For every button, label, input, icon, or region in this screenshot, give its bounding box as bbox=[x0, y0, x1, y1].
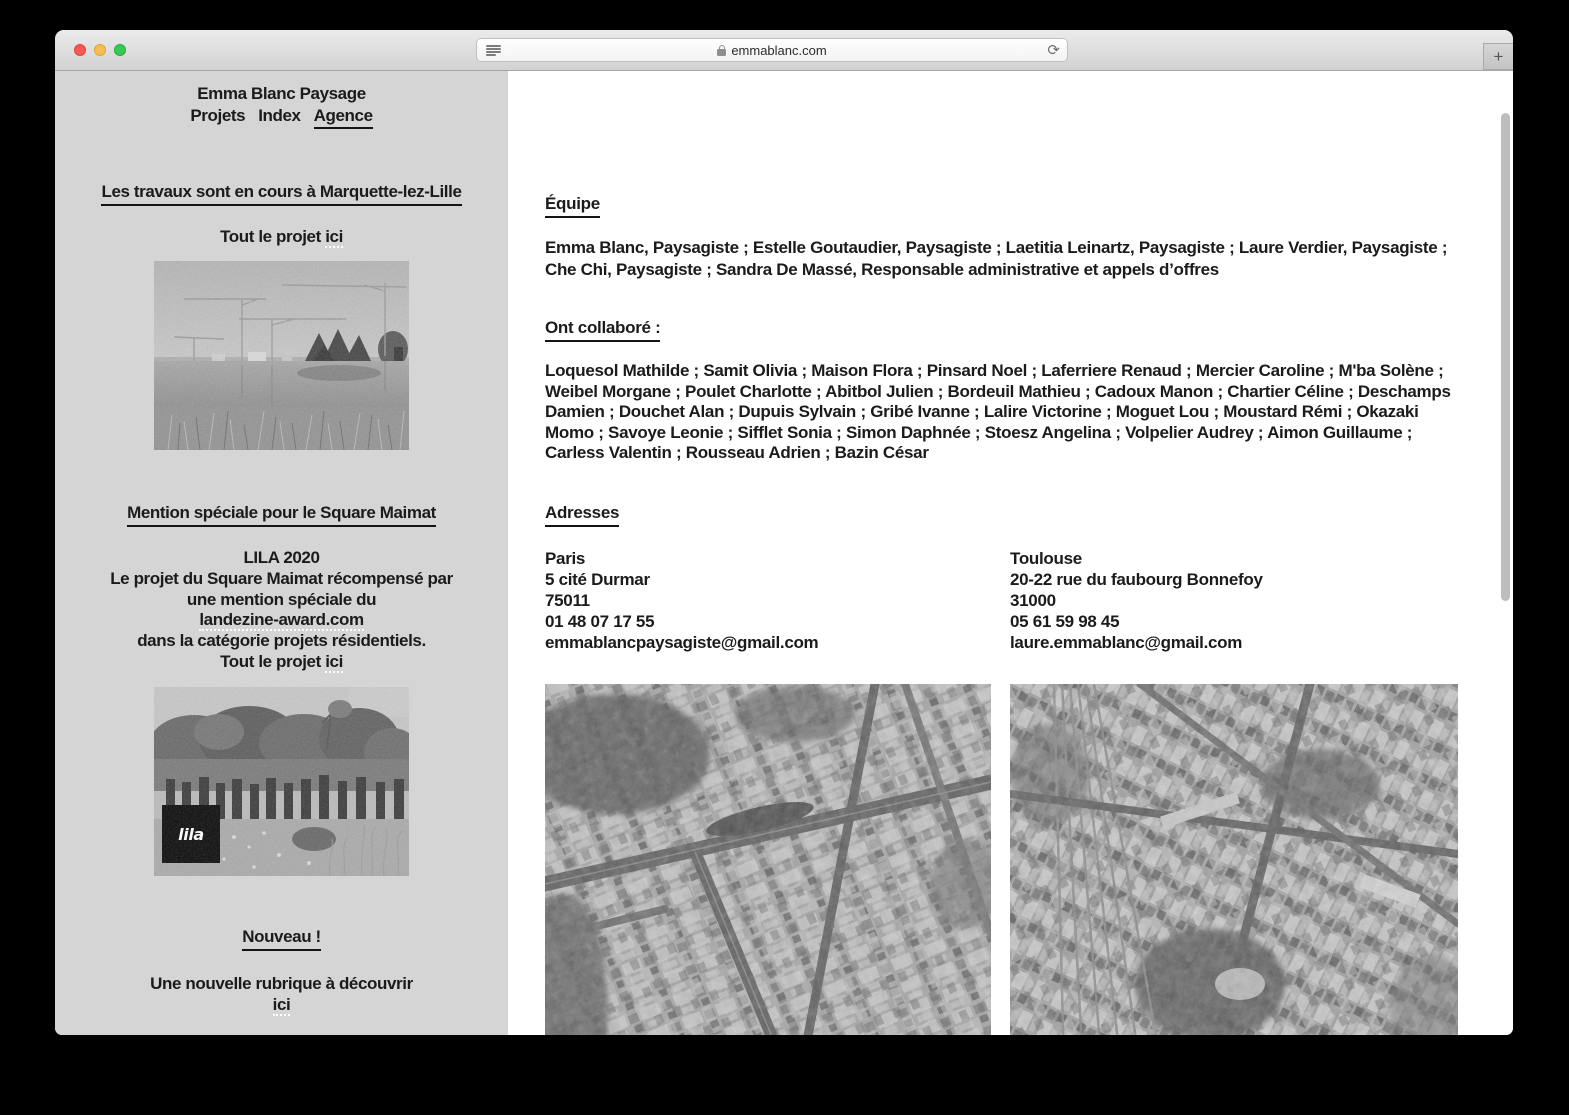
paris-email-link[interactable]: emmablancpaysagiste@gmail.com bbox=[545, 632, 819, 652]
paris-phone: 01 48 07 17 55 bbox=[545, 611, 655, 631]
address-toulouse bbox=[1010, 548, 1458, 653]
zoom-window-button[interactable] bbox=[114, 44, 126, 56]
equipe-text: Emma Blanc, Paysagiste ; Estelle Goutaudier, Paysagiste ; Laetitia Leinartz, Paysagiste ; Laure Verdier, Paysagiste ; Che Chi, Paysagiste ; Sandra De Massé, Responsable administrative et appels d’offres bbox=[545, 238, 1448, 279]
toulouse-aerial-photo bbox=[1010, 684, 1458, 1035]
close-window-button[interactable] bbox=[74, 44, 86, 56]
sidebar bbox=[55, 71, 508, 1035]
reader-icon[interactable] bbox=[486, 44, 504, 57]
page-content bbox=[55, 71, 1513, 1035]
collaborators-text: Loquesol Mathilde ; Samit Olivia ; Maison Flora ; Pinsard Noel ; Laferriere Renaud ; Mercier Caroline ; M'ba Solène ; Weibel Morgane ; Poulet Charlotte ; Abitbol Julien ; Bordeuil Mathieu ; Cadoux Manon ; Chartier Céline ; Deschamps Damien ; Douchet Alan ; Dupuis Sylvain ; Gribé Ivanne ; Lalire Victorine ; Moguet Lou ; Moustard Rémi ; Okazaki Momo ; Savoye Leonie ; Sifflet Sonia ; Simon Daphnée ; Stoesz Angelina ; Volpelier Audrey ; Aimon Guillaume ; Carless Valentin ; Rousseau Adrien ; Bazin César bbox=[545, 361, 1451, 463]
toulouse-email-link[interactable]: laure.emmablanc@gmail.com bbox=[1010, 632, 1243, 652]
news-heading-maimat: Mention spéciale pour le Square Maimat bbox=[55, 502, 508, 527]
lila-logo-text: lila bbox=[178, 824, 204, 844]
browser-toolbar bbox=[55, 30, 1513, 71]
news3-ici-link[interactable]: ici bbox=[272, 994, 291, 1014]
url-text: emmablanc.com bbox=[731, 42, 827, 58]
browser-window bbox=[55, 30, 1513, 1035]
reload-icon[interactable]: ⟳ bbox=[1047, 42, 1060, 59]
aerial-photos bbox=[545, 684, 1458, 1035]
main-nav bbox=[55, 105, 508, 129]
paris-aerial-photo bbox=[545, 684, 991, 1035]
news2-body: LILA 2020 Le projet du Square Maimat récompensé par une mention spéciale du landezine-award.com dans la catégorie projets résidentiels. Tout le projet ici bbox=[110, 548, 453, 671]
toulouse-city: Toulouse bbox=[1010, 548, 1082, 568]
collaborators-heading: Ont collaboré : bbox=[545, 318, 660, 342]
new-tab-button[interactable]: + bbox=[1483, 43, 1513, 70]
lila-garden-photo bbox=[154, 687, 409, 876]
nav-item-agence[interactable]: Agence bbox=[314, 105, 373, 129]
news2-ici-link[interactable]: ici bbox=[325, 651, 343, 671]
news-heading-marquette: Les travaux sont en cours à Marquette-lez-Lille bbox=[55, 181, 508, 206]
toulouse-phone: 05 61 59 98 45 bbox=[1010, 611, 1120, 631]
news1-ici-link[interactable]: ici bbox=[325, 227, 343, 246]
minimize-window-button[interactable] bbox=[94, 44, 106, 56]
landezine-link[interactable]: landezine-award.com bbox=[199, 610, 364, 630]
equipe-heading: Équipe bbox=[545, 194, 600, 218]
toulouse-street: 20-22 rue du faubourg Bonnefoy bbox=[1010, 569, 1263, 589]
scrollbar-thumb[interactable] bbox=[1501, 113, 1510, 601]
lock-icon bbox=[717, 45, 726, 56]
addresses-heading: Adresses bbox=[545, 503, 619, 527]
news3-body: Une nouvelle rubrique à découvrir ici bbox=[150, 973, 413, 1014]
collaborators-section bbox=[545, 318, 1458, 464]
main-content bbox=[508, 71, 1513, 1035]
equipe-section bbox=[545, 194, 1458, 280]
news-heading-nouveau: Nouveau ! bbox=[55, 926, 508, 951]
addresses-section bbox=[545, 503, 1458, 653]
site-title: Emma Blanc Paysage bbox=[197, 84, 366, 103]
address-paris bbox=[545, 548, 1010, 653]
paris-street: 5 cité Durmar bbox=[545, 569, 650, 589]
construction-cranes-photo bbox=[154, 261, 409, 450]
news1-cta: Tout le projet ici bbox=[220, 227, 343, 246]
nav-item-projets[interactable]: Projets bbox=[190, 106, 246, 125]
paris-postal: 75011 bbox=[545, 590, 590, 610]
toulouse-postal: 31000 bbox=[1010, 590, 1056, 610]
window-controls bbox=[74, 44, 126, 56]
nav-item-index[interactable]: Index bbox=[258, 106, 301, 125]
paris-city: Paris bbox=[545, 548, 586, 568]
address-bar[interactable] bbox=[476, 38, 1068, 62]
